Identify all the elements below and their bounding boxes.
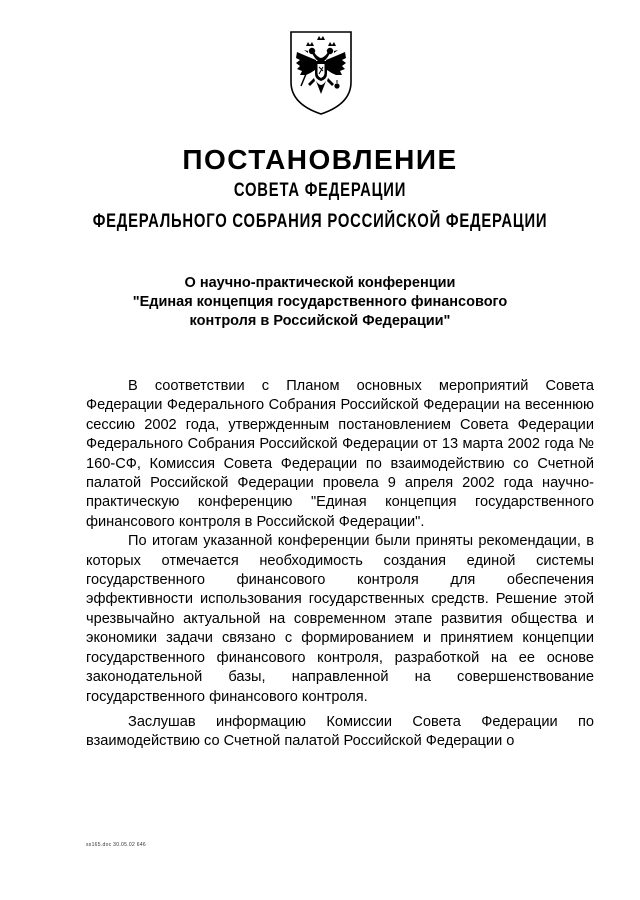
file-reference: ss165.doc 30.05.02 646 xyxy=(86,842,146,848)
document-title: ПОСТАНОВЛЕНИЕ xyxy=(182,144,458,175)
coat-of-arms-icon xyxy=(288,30,354,116)
body-paragraph: Заслушав информацию Комиссии Совета Федерации по взаимодействию со Счетной палатой Российской Федерации о xyxy=(86,713,594,750)
subject-line: контроля в Российской Федерации" xyxy=(189,313,451,329)
document-subject xyxy=(60,274,580,331)
body-paragraph: По итогам указанной конференции были приняты рекомендации, в которых отмечается необходимость создания единой системы государственного финансового контроля для обеспечения эффективности использования государственных средств. Решение этой чрезвычайно актуальной на современном этапе развития общества и экономики задачи связано с формированием и принятием концепции государственного финансового контроля, разработкой на ее основе законодательной базы, направленной на совершенствование государственного финансового контроля. xyxy=(86,533,594,705)
subject-line: "Единая концепция государственного финансового xyxy=(132,294,508,310)
issuing-assembly: ФЕДЕРАЛЬНОГО СОБРАНИЯ РОССИЙСКОЙ ФЕДЕРАЦИИ xyxy=(92,211,548,232)
body-paragraph: В соответствии с Планом основных мероприятий Совета Федерации Федерального Собрания Российской Федерации на весеннюю сессию 2002 года, утвержденным постановлением Совета Федерации Федерального Собрания Российской Федерации от 13 марта 2002 года № 160-СФ, Комиссия Совета Федерации по взаимодействию со Счетной палатой Российской Федерации провела 9 апреля 2002 года научно-практическую конференцию "Единая концепция государственного финансового контроля в Российской Федерации". xyxy=(86,378,594,530)
subject-line: О научно-практической конференции xyxy=(184,275,456,291)
document-body xyxy=(86,377,594,752)
issuing-council: СОВЕТА ФЕДЕРАЦИИ xyxy=(233,180,407,201)
